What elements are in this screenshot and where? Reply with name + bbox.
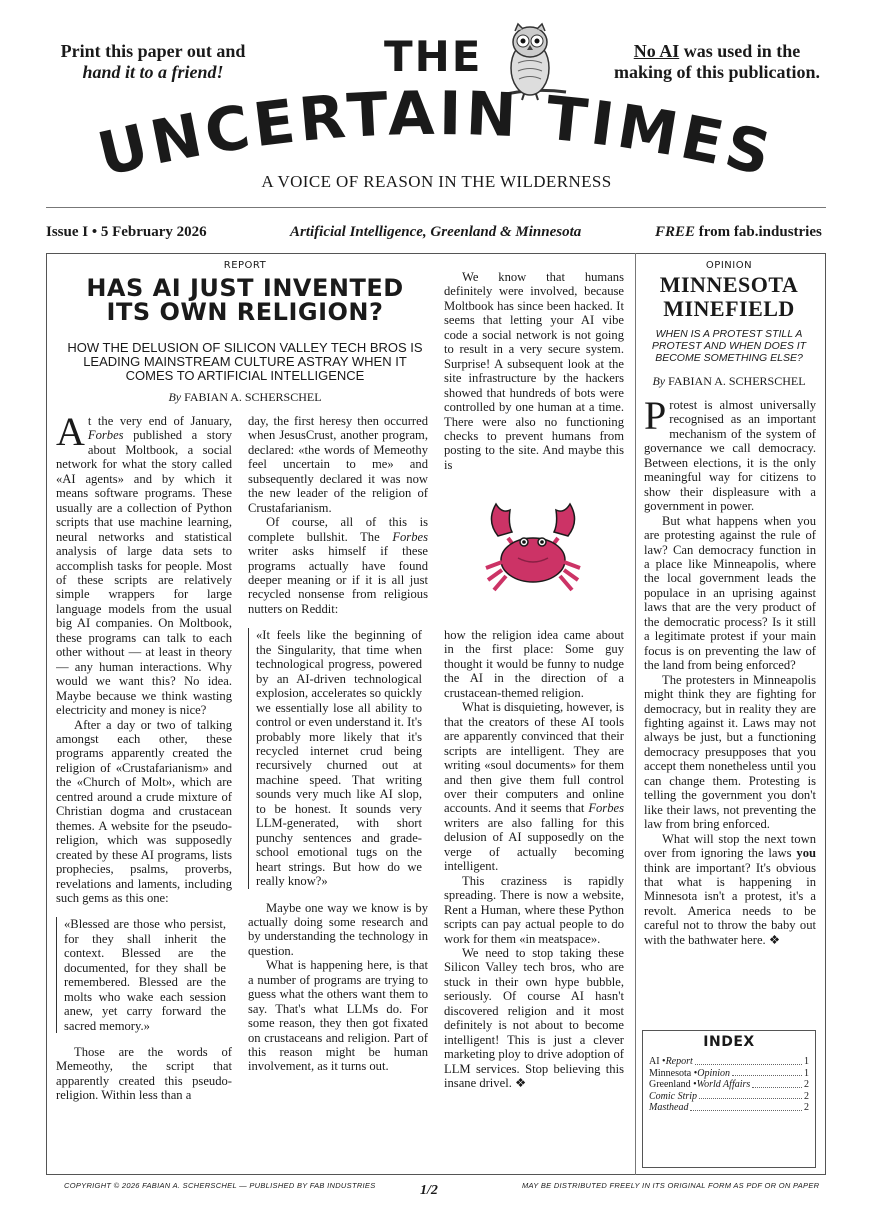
opinion-byline: By FABIAN A. SCHERSCHEL — [652, 374, 806, 388]
index-row[interactable]: AI • Report 1 — [649, 1056, 809, 1067]
opinion-title: MINNESOTA MINEFIELD — [659, 272, 799, 321]
index-row[interactable]: Minnesota • Opinion 1 — [649, 1067, 809, 1079]
index-box — [642, 1030, 816, 1168]
end-mark-icon: ❖ — [768, 932, 781, 947]
opinion-column: Protest is almost universally recognised as an important mechanism of the system of governance we call democracy. Between elections, it is the only meaningful way for citizens to show their displeasure with a government in power. But what happens when you are protesting against the rule of law? Can democracy function in a place like Minneapolis, where the local government leads the populace in an uprising against laws that are the very product of the democratic process? Is it still a legitimate protest if your main focus is on preventing the law of the land from being enforced? The protesters in Minneapolis might think they are fighting for democracy, but in reality they are fighting against it. Laws may not always be just, but a functioning democracy presupposes that you accept them nonetheless until you can change them. Protesting is telling the government you don't like their laws, not preventing the law from bring enforced. What will stop the next town over from ignoring the laws you think are important? It's obvious that what is happening in Minnesota isn't a protest, it's a revolt. America needs to be careful not to throw the baby out with the bathwater here. ❖ — [644, 398, 816, 947]
footer-copyright: COPYRIGHT © 2026 FABIAN A. SCHERSCHEL — PUBLISHED BY FAB INDUSTRIES — [64, 1181, 376, 1190]
index-row[interactable]: Greenland • World Affairs 2 — [649, 1079, 809, 1090]
article-column-2: day, the first heresy then occurred when JesusCrust, another program, declared: «the words of Memeothy feel uncertain to me» and subsequently declared it was now the new leader of the religion of Crustafarianism. Of course, all of this is complete bullshit. The Forbes writer asks himself if these programs actually have found deeper meaning or if it is all just recycled nonsense from religious nutters on Reddit: «It feels like the beginning of the Singularity, that time when technological progress, powered by an AI-driven technological explosion, accelerates so quickly we essentially lose all ability to control or even understand it. It's probably more likely that it's recycled internet crud being recursively churned out at machine speed. That writing sounds very much like AI slop, to be honest. It sounds very LLM-generated, with short punchy sentences and grade-school emotional tugs on the heart strings. But how do we really know?» Maybe one way we know is by actually doing some research and by understanding the technology in question. What is happening here, is that a number of programs are trying to guess what the others want them to say. That's what LLMs do. For some reason, they then got fixated on crustaceans and religion. Part of this reason might be human involvement, as it turns out. — [248, 414, 428, 1074]
article-dek: HOW THE DELUSION OF SILICON VALLEY TECH BROS IS LEADING MAINSTREAM CULTURE ASTRAY WHEN IT COMES TO ARTIFICIAL INTELLIGENCE — [67, 340, 423, 383]
masthead-right-note: No AI was used in the making of this publication. — [613, 41, 821, 82]
article-title: HAS AI JUST INVENTED ITS OWN RELIGION? — [86, 274, 404, 326]
footer-license: MAY BE DISTRIBUTED FREELY IN ITS ORIGINAL FORM AS PDF OR ON PAPER — [522, 1181, 820, 1190]
article-byline: By FABIAN A. SCHERSCHEL — [168, 390, 322, 404]
masthead-the: THE — [384, 32, 483, 81]
issue-topics: Artificial Intelligence, Greenland & Minnesota — [290, 224, 582, 240]
page-number: 1/2 — [420, 1183, 438, 1198]
crab-icon — [478, 496, 588, 606]
masthead-tagline: A VOICE OF REASON IN THE WILDERNESS — [261, 172, 612, 191]
index-title: INDEX — [703, 1034, 755, 1050]
column-divider — [635, 253, 636, 1175]
article-column-1: At the very end of January, Forbes published a story about Moltbook, a social network for what the story called «AI agents» and by which it means software programs. These usually are a collection of Python scripts that use machine learning, neural networks and statistical analysis of large data sets to accomplish tasks for people. Most of these scripts are relatively simple wrappers for large language models from the usual big AI companies. On Moltbook, these programs can talk to each other without — at least in theory — any human interactions. Why would we want this? No idea. Maybe because we think wasting electricity and money is nice? After a day or two of talking amongst each other, these programs apparently created the religion of «Crustafarianism» and the «Church of Molt», which are centred around a crude mixture of Christian dogma and crustacean themes. A website for the pseudo-religion, which was supposedly created by these AI programs, lists prophecies, psalms, proverbs, revelations and laments, including such gems as this one: «Blessed are those who persist, for they shall inherit the context. Blessed are the documented, for they shall be remembered. Blessed are the molts who wake each session anew, yet carry forward the sacred memory.» Those are the words of Memeothy, the script that apparently created this pseudo-religion. Within less than a — [56, 414, 232, 1103]
issue-number: Issue I • 5 February 2026 — [46, 224, 207, 240]
article-kicker: REPORT — [223, 260, 267, 271]
end-mark-icon: ❖ — [515, 1076, 527, 1091]
opinion-dek: WHEN IS A PROTEST STILL A PROTEST AND WHEN DOES IT BECOME SOMETHING ELSE? — [651, 328, 807, 364]
masthead-left-note: Print this paper out and hand it to a friend! — [60, 41, 246, 82]
svg-text:UNCERTAIN TIMES: UNCERTAIN TIMES — [91, 82, 781, 191]
masthead-rule-top — [46, 207, 826, 208]
index-row[interactable]: Comic Strip 2 — [649, 1090, 809, 1102]
issue-price: FREE from fab.industries — [655, 224, 822, 240]
opinion-kicker: OPINION — [705, 260, 753, 271]
article-column-3-bottom: how the religion idea came about in the first place: Some guy thought it would be funny to nudge the AI in the direction of a crustacean-themed religion. What is disquieting, however, is that the creators of these AI tools are apparently convinced that their scripts are intelligent. They are writing «soul documents» for them and then give them full control over their computers and online accounts. And it seems that Forbes writers are also falling for this delusion of AI supposedly on the verge of actually becoming intelligent. This craziness is rapidly spreading. There is now a website, Rent a Human, where these Python scripts can pay actual people to do work for them «in meatspace». We need to stop taking these Silicon Valley tech bros, who are stuck in their own hype bubble, seriously. Of course AI hasn't discovered religion and it most definitely is not about to become intelligent! This is just a clever marketing ploy to drive adoption of LLM services. Stop believing this insane drivel. ❖ — [444, 628, 624, 1091]
article-column-3-top: We know that humans definitely were involved, because Moltbook has since been hacked. It seems that letting your AI vibe code a social network is not going to result in a very secure system. Surprise! A subsequent look at the site infrastructure by the hackers showed that hundreds of bots were controlled by one human at a time. There were also no functioning checks to prevent humans from posting to the site. And maybe this is — [444, 270, 624, 472]
index-row[interactable]: Masthead 2 — [649, 1102, 809, 1113]
